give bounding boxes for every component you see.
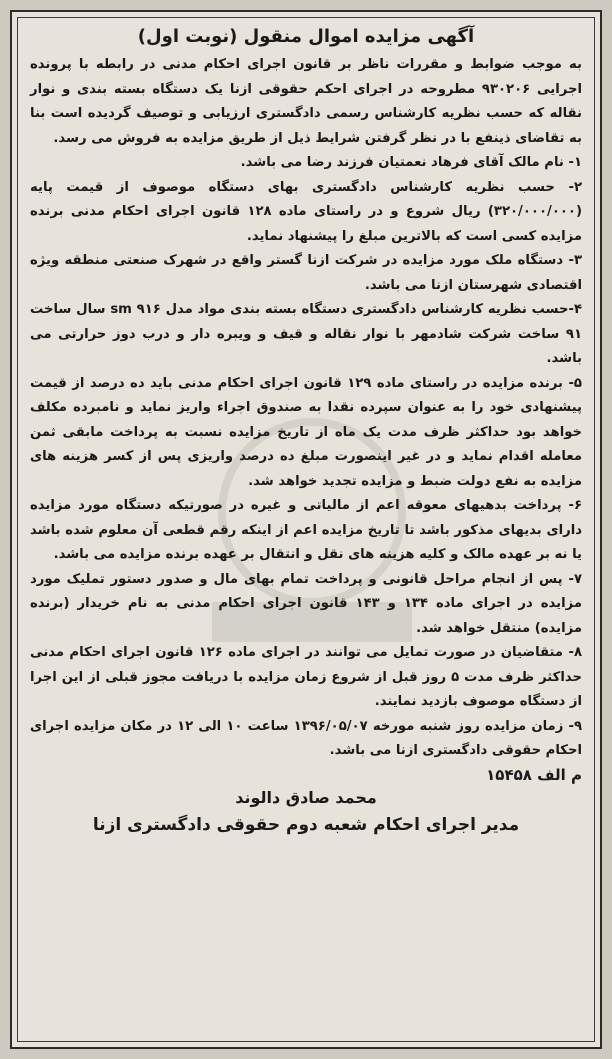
- notice-item-6: ۶- پرداخت بدهیهای معوقه اعم از مالیاتی و غیره در صورتیکه دستگاه مورد مزایده دارای بدیهای مذکور باشد تا تاریخ مزایده اعم از اینکه رقم قطعی آن معلوم شده باشد یا نه بر عهده مالک و کلیه هزینه های نقل و انتقال بر عهده برنده مزایده می باشد.: [30, 498, 582, 562]
- signer-office: مدیر اجرای احکام شعبه دوم حقوقی دادگستری ازنا: [92, 814, 520, 835]
- notice-item-9: ۹- زمان مزایده روز شنبه مورخه ۱۳۹۶/۰۵/۰۷ ساعت ۱۰ الی ۱۲ در مکان مزایده اجرای احکام حقوقی دادگستری ازنا می باشد.: [30, 718, 582, 758]
- notice-frame: [17, 17, 595, 1042]
- notice-intro: به موجب ضوابط و مقررات ناظر بر قانون اجرای احکام مدنی در رابطه با پرونده اجرایی ۹۳۰۲۰۶ مطروحه در اجرای احکم حقوقی ازنا یک دستگاه بسته بندی و نوار نقاله که حسب نظریه کارشناس رسمی دادگستری ارزیابی و توصیف گردیده است بنا به تقاضای ذینفع با در نظر گرفتن شرایط ذیل از طریق مزایده به فروش می رسد.: [30, 57, 582, 146]
- reference-number: م الف ۱۵۴۵۸: [486, 765, 582, 784]
- notice-item-1: ۱- نام مالک آقای فرهاد نعمتیان فرزند رضا می باشد.: [240, 155, 582, 170]
- notice-item-3: ۳- دستگاه ملک مورد مزایده در شرکت ازنا گستر واقع در شهرک صنعتی منطقه ویژه اقتصادی شهرستان ازنا می باشد.: [30, 253, 582, 293]
- newspaper-clipping: [10, 10, 602, 1049]
- notice-item-8: ۸- متقاضیان در صورت تمایل می توانند در اجرای ماده ۱۲۶ قانون اجرای احکام مدنی حداکثر ظرف مدت ۵ روز قبل از شروع زمان مزایده با دریافت مجوز قبلی از این اجرا از دستگاه موصوف بازدید نمایند.: [30, 645, 582, 709]
- signer-name: محمد صادق دالوند: [235, 787, 377, 807]
- notice-title: آگهی مزایده اموال منقول (نوبت اول): [137, 26, 475, 47]
- notice-item-7: ۷- پس از انجام مراحل قانونی و پرداخت تمام بهای مال و صدور دستور تملیک مورد مزایده در اجرای ماده ۱۳۴ و ۱۴۳ قانون اجرای احکام مدنی به نام خریدار (برنده مزایده) منتقل خواهد شد.: [30, 571, 582, 636]
- notice-item-4: ۴-حسب نظریه کارشناس دادگستری دستگاه بسته بندی مواد مدل sm ۹۱۶ سال ساخت ۹۱ ساخت شرکت شادمهر با نوار نقاله و قیف و ویبره دار و درب دوز حرارتی می باشد.: [30, 302, 582, 366]
- notice-item-5: ۵- برنده مزایده در راستای ماده ۱۲۹ قانون اجرای احکام مدنی باید ده درصد از قیمت پیشنهادی خود را به عنوان سپرده نقدا به صندوق اجراء واریز نماید و نامبرده مکلف خواهد بود حداکثر ظرف مدت یک ماه از تاریخ مزایده نسبت به پرداخت مابقی ثمن معامله اقدام نماید و در غیر اینصورت مبلغ ده درصد واریزی پس از کسر هزینه های مزایده به نفع دولت ضبط و مزایده تجدید خواهد شد.: [30, 375, 582, 489]
- notice-item-2: ۲- حسب نظریه کارشناس دادگستری بهای دستگاه موصوف از قیمت پایه (۳۲۰/۰۰۰/۰۰۰) ریال شروع و در راستای ماده ۱۲۸ قانون اجرای احکام مدنی برنده مزایده کسی است که بالاترین مبلغ را پیشنهاد نماید.: [30, 179, 582, 244]
